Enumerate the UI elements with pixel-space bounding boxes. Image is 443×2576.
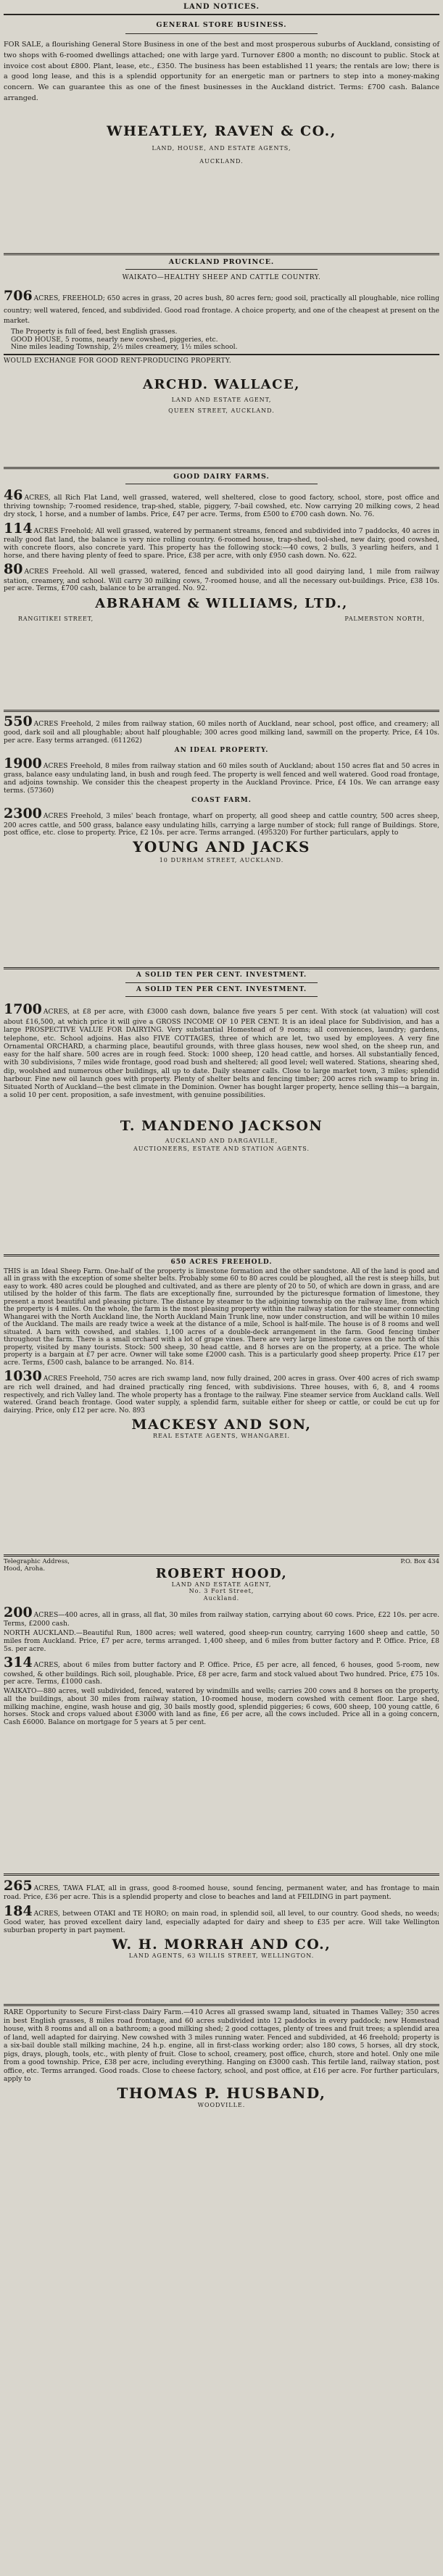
wheatley-raven-city: AUCKLAND. xyxy=(199,157,244,165)
solid-ten-notice xyxy=(4,972,439,1152)
husband-body: RARE Opportunity to Secure First-class Dairy Farm.—410 Acres all grassed swamp land, situated in Thames Valley; 350 acres in best English grasses, 8 miles road frontage, and 60 acres subdivided into 12 paddocks in every paddock; new Homestead house, with 8 rooms and all on a bathroom; a good milking shed; 2 good cottages, plenty of trees and fruit trees; a splendid area of land, well adapted for dairying. New cowshed with 3 miles running water. Fenced and subdivided, at 46 freehold; property is a six-bail double stall milking machine, 24 h.p. engine, all in first-class working order; also 180 cows, 5 horses, all dry stock, pigs, drays, plough, tools, etc., with plenty of fruit. Close to school, creamery, post office, church, store and hotel. Only one mile from a good township. Price, £38 per acre, including everything. Hanging on £3000 cash. This fertile land, railway station, post office, etc. Terms arranged. Good roads. Close to cheese factory, school, and post office, at £16 per acre. For further particulars, apply to xyxy=(4,2008,439,2083)
hood-listing: 314 ACRES, about 6 miles from butter factory and P. Office. Price, £5 per acre, all fenced, 6 houses, good 5-room, new cowshed, & other buildings. Rich soil, ploughable. Price, £8 per acre, farm and stock valued about Two hundred. Price, £75 10s. per acre. Terms, £1000 cash. xyxy=(4,1654,439,1686)
dairy-listing: 80 ACRES Freehold. All well grassed, watered, fenced and subdivided into all good dairying land, 1 mile from railway station, creamery, and school. Will carry 30 milking cows, 7-roomed house, and all the necessary out-buildings. Price, £38 10s. per acre. Terms, £700 cash, balance to be arranged. No. 92. xyxy=(4,561,439,593)
dairy-listing: 46 ACRES, all Rich Flat Land, well grassed, watered, well sheltered, close to good factory, school, store, post office and thriving township; 7-roomed residence, trap-shed, stable, piggery, 7-bail cowshed, etc. Now carrying 20 milking cows, 2 head dry stock, 1 horse, and a number of lambs. Price, £47 per acre. Terms, from £500 to £700 cash down. No. 76. xyxy=(4,487,439,519)
divider xyxy=(4,354,439,355)
telegraphic-value: Hood, Aroha. xyxy=(4,1565,46,1573)
mackesy-firm: MACKESY AND SON, xyxy=(131,1416,312,1433)
mandeno-jackson-sub: AUCKLAND AND DARGAVILLE, xyxy=(165,1137,278,1144)
waikato-line: Nine miles leading Township, 2½ miles creamery, 1½ miles school. xyxy=(11,343,238,352)
hood-listing: 200 ACRES—400 acres, all in grass, all flat, 30 miles from railway station, carrying about 60 cows. Price, £22 10s. per acre. Terms, £2000 cash. xyxy=(4,1604,439,1628)
divider xyxy=(4,2004,439,2006)
divider xyxy=(125,33,317,34)
hood-listing: NORTH AUCKLAND.—Beautiful Run, 1800 acres; well watered, good sheep-run country, carrying 1600 sheep and cattle, 50 miles from Auckland. Price, £7 per acre, terms arranged. 1,400 sheep, and 6 miles from butter factory and P. Office. Price, £8 5s. per acre. xyxy=(4,1629,439,1653)
section-heading: LAND NOTICES. xyxy=(183,3,260,11)
morrah-notice xyxy=(4,1878,439,1959)
wheatley-raven-sub: LAND, HOUSE, AND ESTATE AGENTS, xyxy=(152,145,291,152)
young-jacks-notice xyxy=(4,713,439,864)
divider xyxy=(4,967,439,969)
mackesy-sub: REAL ESTATE AGENTS, WHANGAREI. xyxy=(152,1432,291,1439)
ideal-property-heading: AN IDEAL PROPERTY. xyxy=(174,746,269,754)
morrah-firm: W. H. MORRAH AND CO., xyxy=(112,1936,331,1952)
young-jacks-listing: 1900 ACRES Freehold, 8 miles from railway station and 60 miles south of Auckland; about 150 acres flat and 50 acres in grass, balance easy undulating land, in bush and rough feed. The property is well fenced and well watered. Good road frontage, and adjoins township. We consider this the cheapest property in the Auckland Province. Price, £4 10s. We can arrange easy terms. (57360) xyxy=(4,755,439,795)
divider xyxy=(4,467,439,469)
wallace-firm: ARCHD. WALLACE, xyxy=(143,376,300,392)
auckland-province-heading: AUCKLAND PROVINCE. xyxy=(168,258,275,266)
husband-notice xyxy=(4,2008,439,2108)
mackesy-body: THIS is an Ideal Sheep Farm. One-half of the property is limestone formation and the other sandstone. All of the land is good and all in grass with the exception of some shelter belts. Probably some 60 to 80 acres could be ploughed, all the rest is steep hills, but easy to work. 480 acres could be ploughed and cultivated, and as there are plenty of 20 to 50, of which are down in grass, and are utilised by the holder of this farm. The flats are exceptionally fine, surrounded by the picturesque formation of limestone, they present a most beautiful and pleasing picture. The distance by steamer to the adjoining township on the railway line, from which the property is 4 miles. On the whole, the farm is the most pleasing property within the railway station for the steamer connecting Whangarei with the North Auckland line, the North Auckland Main Trunk line, now under construction, and will be within 10 miles of the Auckland. The mails are ready twice a week at the distance of a mile, School is half-mile. The house is of 8 rooms and well situated. A barn with cowshed, and stables. 1,100 acres of a double-deck arrangement in the farm. Good fencing timber throughout the farm. There is a small orchard with a lot of grape vines. There are very large limestone caves on the north of this property, visited by many tourists. Stock: 500 sheep, 30 head cattle, and 8 horses are on the property, at a price. The whole property is a bargain at £7 per acre. Owner will take some £2000 cash. This is a particularly good sheep property. Price £17 per acre. Terms, £500 cash, balance to be arranged. No. 814. xyxy=(4,1267,439,1367)
general-store-notice xyxy=(4,3,439,165)
robert-hood-firm: ROBERT HOOD, xyxy=(155,1565,288,1581)
coast-farm-heading: COAST FARM. xyxy=(191,796,252,804)
auckland-province-notice xyxy=(4,258,439,414)
dairy-farms-notice xyxy=(4,473,439,623)
wallace-city: QUEEN STREET, AUCKLAND. xyxy=(168,407,275,415)
divider xyxy=(4,253,439,255)
telegraphic-label: Telegraphic Address, xyxy=(4,1558,70,1565)
young-jacks-address: 10 DURHAM STREET, AUCKLAND. xyxy=(159,857,284,864)
mackesy-listing: 1030 ACRES Freehold, 750 acres are rich swamp land, now fully drained, 200 acres in grass. Over 400 acres of rich swamp are rich well drained, and had drained practically ring fenced, with subdivisions. Three houses, with 6, 8, and 4 rooms respectively, and rich Valley land. The whole property has a frontage to the railway. Fine steamer service from Auckland calls. Well watered. Grand beach frontage. Good water supply, a splendid farm, suitable either for sheep or cattle, or could be cut up for dairying. Price, only £12 per acre. No. 893 xyxy=(4,1368,439,1415)
general-store-body: FOR SALE, a flourishing General Store Business in one of the best and most prosperous suburbs of Auckland, consisting of two shops with 6-roomed dwellings attached; one with large yard. Turnover £800 a month; no discount to public. Stock at invoice cost about £800. Plant, lease, etc., £350. The business has been established 11 years; the rentals are low; there is a good long lease, and this is a splendid opportunity for an energetic man or partners to step into a money-making concern. We can guarantee this as one of the finest businesses in the Auckland district. Terms: £700 cash. Balance arranged. xyxy=(4,40,439,103)
robert-hood-notice xyxy=(4,1559,439,1728)
dairy-listing: 114 ACRES Freehold; All well grassed, watered by permanent streams, fenced and subdivided into 7 paddocks, 40 acres in really good flat land, the balance is very nice rolling country. 6-roomed house, trap-shed, tool-shed, new dairy, good cowshed, with concrete floors, also concrete yard. This property has the following stock:—40 cows, 2 bulls, 3 yearling heifers, and 1 horse, and there having plenty of feed to spare. Price, £38 per acre, with only £950 cash down. No. 622. xyxy=(4,520,439,560)
dairy-farms-heading: GOOD DAIRY FARMS. xyxy=(173,473,270,481)
robert-hood-sub: LAND AND ESTATE AGENT, xyxy=(171,1581,272,1588)
waikato-line: GOOD HOUSE, 5 rooms, nearly new cowshed, piggeries, etc. xyxy=(11,335,218,344)
divider xyxy=(4,1873,439,1876)
po-box: P.O. Box 434 xyxy=(400,1558,439,1565)
divider xyxy=(4,710,439,712)
mandeno-jackson-sub2: AUCTIONEERS, ESTATE AND STATION AGENTS. xyxy=(133,1145,310,1152)
waikato-line: The Property is full of feed, best English grasses. xyxy=(11,327,178,336)
robert-hood-sub2: No. 3 Fort Street, xyxy=(189,1588,254,1595)
solid-ten-heading: A SOLID TEN PER CENT. INVESTMENT. xyxy=(136,985,307,993)
waikato-subheading: WAIKATO—HEALTHY SHEEP AND CATTLE COUNTRY. xyxy=(122,274,321,282)
divider xyxy=(125,982,317,983)
abraham-williams-firm: ABRAHAM & WILLIAMS, LTD., xyxy=(95,596,348,612)
solid-ten-body: 1700 ACRES, at £8 per acre, with £3000 cash down, balance five years 5 per cent. With stock (at valuation) will cost about £16,500, at which price it will give a GROSS INCOME OF 10 PER CENT. It is an ideal place for Subdivision, and has a large PROSPECTIVE VALUE FOR DAIRYING. Very substantial Homestead of 9 rooms; all conveniences, laundry; gardens, telephone, etc. School adjoins. Has also FIVE COTTAGES, three of which are let, two used by employees. A very fine Ornamental ORCHARD, a charming place, beautiful grounds, with three glass houses, new wool shed, on the sheep run, and easy for the half share. 500 acres are in rough feed. Stock: 1000 sheep, 120 head cattle, and horses. All substantially fenced, with 30 subdivisions, 7 miles wide frontage, good road bush and sheltered; all good level; well watered. Stations, shearing shed, dip, woolshed and numerous other buildings, all up to date. Daily steamer calls. Close to large market town, 3 miles; splendid harbour. Fine new oil launch goes with property. Plenty of shelter belts and fencing timber; 200 acres rich swamp to bring in. Situated North of Auckland—the best climate in the Dominion. Owner has bought larger property, hence selling this—a bargain, a solid 10 per cent. proposition, a safe investment, with genuine possibilities. xyxy=(4,1001,439,1100)
divider xyxy=(4,14,439,15)
young-jacks-firm: YOUNG AND JACKS xyxy=(133,838,310,856)
mandeno-jackson-firm: T. MANDENO JACKSON xyxy=(120,1118,323,1135)
abraham-williams-address: RANGITIKEI STREET, PALMERSTON NORTH, xyxy=(18,616,425,623)
divider xyxy=(125,996,317,997)
morrah-sub: LAND AGENTS, 63 WILLIS STREET, WELLINGTON. xyxy=(128,1952,315,1959)
husband-sub: WOODVILLE. xyxy=(197,2101,246,2108)
young-jacks-listing: 2300 ACRES Freehold, 3 miles' beach frontage, wharf on property, all good sheep and cattle country, 500 acres sheep, 200 acres cattle, and 500 grass, balance easy undulating hills, carrying a large number of stock; full range of Buildings. Store, post office, etc. close to property. Price, £2 10s. per acre. Terms arranged. (495320) For further particulars, apply to xyxy=(4,805,439,837)
waikato-body: 706 ACRES, FREEHOLD; 650 acres in grass, 20 acres bush, 80 acres fern; good soil, practically all ploughable, nice rolling country; well watered, fenced, and subdivided. Good road frontage. A choice property, and one of the cheapest at present on the market. xyxy=(4,287,439,325)
divider xyxy=(125,269,317,270)
morrah-listing: 265 ACRES, TAWA FLAT, all in grass, good 8-roomed house, sound fencing, permanent water, and has frontage to main road. Price, £36 per acre. This is a splendid property and close to beaches and land at FEILDING in part payment. xyxy=(4,1878,439,1902)
solid-ten-heading: A SOLID TEN PER CENT. INVESTMENT. xyxy=(136,972,307,979)
husband-firm: THOMAS P. HUSBAND, xyxy=(117,2084,326,2102)
wheatley-raven-firm: WHEATLEY, RAVEN & CO., xyxy=(107,123,336,139)
mackesy-notice xyxy=(4,1259,439,1439)
robert-hood-city: Auckland. xyxy=(203,1594,240,1602)
hood-listing: WAIKATO—880 acres, well subdivided, fenced, watered by windmills and wells; carries 200 cows and 8 horses on the property, all the buildings, about 30 miles from railway station, 10-roomed house, modern cowshed with cement floor. Large shed, milking machine, engine, wash house and gig, 30 bails mostly good, splendid piggeries; 6 cows, 600 sheep, 100 young cattle, 6 horses. Stock and crops valued about £3000 with land as fine, £6 per acre, all the cows included. Price all in a going concern, Cash £6000. Balance on mortgage for 5 years at 5 per cent. xyxy=(4,1687,439,1727)
exchange-line: WOULD EXCHANGE FOR GOOD RENT-PRODUCING PROPERTY. xyxy=(4,357,232,365)
divider xyxy=(4,1254,439,1256)
morrah-listing: 184 ACRES, between OTAKI and TE HORO; on main road, in splendid soil, all level, to our country. Good sheds, no weeds; Good water, has proved excellent dairy land, especially adapted for dairy and sheep to £35 per acre. Will take Wellington suburban property in part payment. xyxy=(4,1902,439,1934)
young-jacks-listing: 550 ACRES Freehold, 2 miles from railway station, 60 miles north of Auckland, near school, post office, and creamery; all good, dark soil and all ploughable; about half ploughable; 300 acres good milking land, sawmill on the property. Price, £4 10s. per acre. Easy terms arranged. (611262) xyxy=(4,713,439,745)
lead-acres: 706 xyxy=(4,287,33,304)
divider xyxy=(4,1554,439,1557)
wallace-sub: LAND AND ESTATE AGENT, xyxy=(171,396,272,403)
mackesy-heading: 650 ACRES FREEHOLD. xyxy=(170,1259,273,1266)
general-store-heading: GENERAL STORE BUSINESS. xyxy=(156,20,287,29)
